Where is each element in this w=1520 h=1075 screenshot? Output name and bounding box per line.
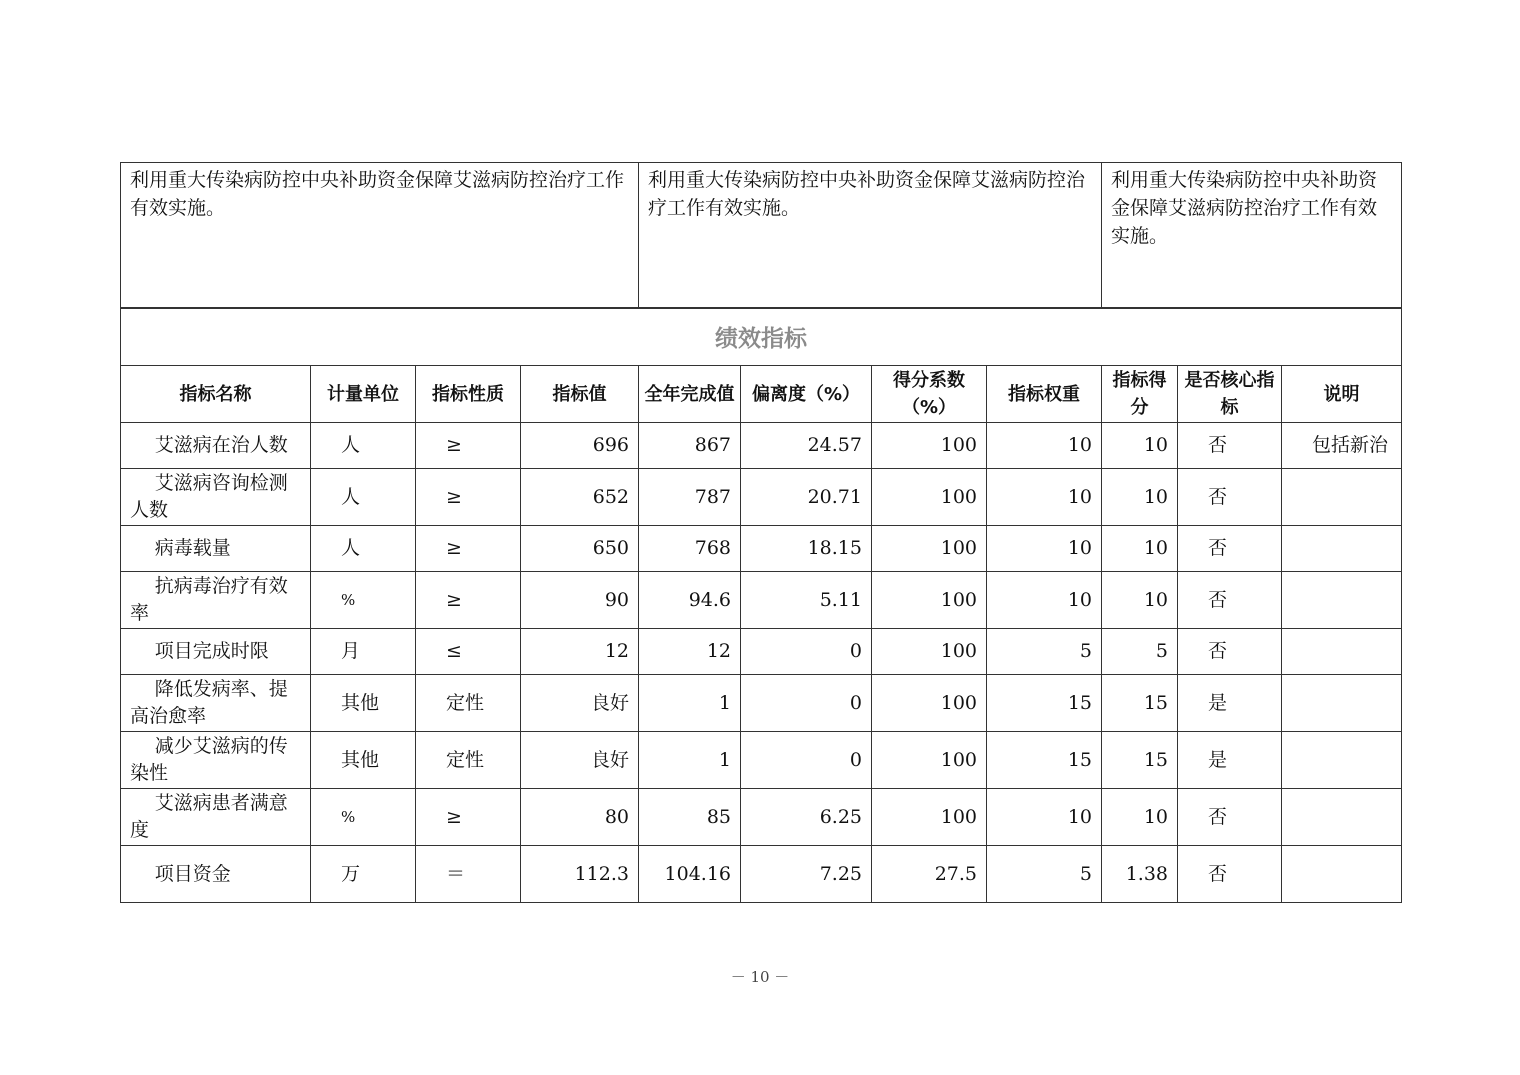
actual-value: 1	[639, 732, 741, 789]
unit-cell: %	[311, 572, 416, 629]
score-value: 15	[1102, 732, 1178, 789]
nature-cell: ≥	[416, 572, 521, 629]
coefficient-value: 100	[872, 675, 987, 732]
deviation-value: 7.25	[741, 846, 872, 903]
page-number: － 10 －	[730, 968, 790, 986]
table-row	[121, 732, 1402, 789]
coefficient-value: 100	[872, 423, 987, 469]
table-row	[121, 423, 1402, 469]
table-row	[121, 526, 1402, 572]
goal-cell-1: 利用重大传染病防控中央补助资金保障艾滋病防控治疗工作有效实施。	[121, 163, 639, 309]
header-deviation: 偏离度（%）	[741, 366, 872, 423]
target-value: 696	[521, 423, 639, 469]
deviation-value: 20.71	[741, 469, 872, 526]
coefficient-value: 100	[872, 526, 987, 572]
goal-table	[120, 162, 1402, 309]
score-value: 5	[1102, 629, 1178, 675]
actual-value: 768	[639, 526, 741, 572]
score-value: 10	[1102, 572, 1178, 629]
nature-cell: ≤	[416, 629, 521, 675]
deviation-value: 0	[741, 675, 872, 732]
table-row	[121, 469, 1402, 526]
weight-value: 5	[987, 629, 1102, 675]
table-row	[121, 789, 1402, 846]
actual-value: 787	[639, 469, 741, 526]
header-core: 是否核心指标	[1178, 366, 1282, 423]
header-nature: 指标性质	[416, 366, 521, 423]
nature-cell: ≥	[416, 469, 521, 526]
core-flag: 否	[1178, 526, 1282, 572]
header-note: 说明	[1282, 366, 1402, 423]
header-actual: 全年完成值	[639, 366, 741, 423]
unit-cell: 其他	[311, 675, 416, 732]
nature-cell: 定性	[416, 732, 521, 789]
table-row	[121, 846, 1402, 903]
actual-value: 104.16	[639, 846, 741, 903]
coefficient-value: 100	[872, 469, 987, 526]
header-coef: 得分系数（%）	[872, 366, 987, 423]
core-flag: 否	[1178, 629, 1282, 675]
target-value: 652	[521, 469, 639, 526]
unit-cell: 人	[311, 423, 416, 469]
header-name: 指标名称	[121, 366, 311, 423]
deviation-value: 5.11	[741, 572, 872, 629]
core-flag: 否	[1178, 789, 1282, 846]
indicator-name: 项目完成时限	[121, 629, 311, 675]
indicator-name: 项目资金	[121, 846, 311, 903]
deviation-value: 6.25	[741, 789, 872, 846]
actual-value: 867	[639, 423, 741, 469]
actual-value: 12	[639, 629, 741, 675]
actual-value: 85	[639, 789, 741, 846]
weight-value: 15	[987, 675, 1102, 732]
weight-value: 10	[987, 469, 1102, 526]
note-cell: 包括新治	[1282, 423, 1402, 469]
indicator-name: 降低发病率、提高治愈率	[121, 675, 311, 732]
weight-value: 10	[987, 572, 1102, 629]
score-value: 10	[1102, 526, 1178, 572]
score-value: 10	[1102, 423, 1178, 469]
table-row	[121, 629, 1402, 675]
goal-cell-2: 利用重大传染病防控中央补助资金保障艾滋病防控治疗工作有效实施。	[639, 163, 1102, 309]
note-cell	[1282, 469, 1402, 526]
target-value: 12	[521, 629, 639, 675]
indicator-name: 抗病毒治疗有效率	[121, 572, 311, 629]
deviation-value: 18.15	[741, 526, 872, 572]
score-value: 10	[1102, 789, 1178, 846]
target-value: 112.3	[521, 846, 639, 903]
actual-value: 1	[639, 675, 741, 732]
header-score: 指标得分	[1102, 366, 1178, 423]
indicator-name: 艾滋病咨询检测人数	[121, 469, 311, 526]
note-cell	[1282, 846, 1402, 903]
unit-cell: 万	[311, 846, 416, 903]
coefficient-value: 27.5	[872, 846, 987, 903]
nature-cell: ≥	[416, 526, 521, 572]
score-value: 1.38	[1102, 846, 1178, 903]
indicator-name: 艾滋病患者满意度	[121, 789, 311, 846]
goal-cell-3: 利用重大传染病防控中央补助资金保障艾滋病防控治疗工作有效实施。	[1102, 163, 1402, 309]
deviation-value: 0	[741, 629, 872, 675]
indicator-name: 艾滋病在治人数	[121, 423, 311, 469]
target-value: 80	[521, 789, 639, 846]
weight-value: 15	[987, 732, 1102, 789]
header-target: 指标值	[521, 366, 639, 423]
coefficient-value: 100	[872, 572, 987, 629]
nature-cell: 定性	[416, 675, 521, 732]
note-cell	[1282, 675, 1402, 732]
header-weight: 指标权重	[987, 366, 1102, 423]
indicator-name: 减少艾滋病的传染性	[121, 732, 311, 789]
target-value: 650	[521, 526, 639, 572]
nature-cell: ≥	[416, 423, 521, 469]
note-cell	[1282, 732, 1402, 789]
note-cell	[1282, 789, 1402, 846]
core-flag: 否	[1178, 572, 1282, 629]
unit-cell: 其他	[311, 732, 416, 789]
core-flag: 是	[1178, 732, 1282, 789]
weight-value: 10	[987, 526, 1102, 572]
header-row	[121, 366, 1402, 423]
core-flag: 否	[1178, 423, 1282, 469]
note-cell	[1282, 572, 1402, 629]
coefficient-value: 100	[872, 789, 987, 846]
indicator-name: 病毒载量	[121, 526, 311, 572]
deviation-value: 0	[741, 732, 872, 789]
target-value: 良好	[521, 732, 639, 789]
weight-value: 5	[987, 846, 1102, 903]
weight-value: 10	[987, 789, 1102, 846]
coefficient-value: 100	[872, 732, 987, 789]
unit-cell: %	[311, 789, 416, 846]
table-row	[121, 572, 1402, 629]
nature-cell: ＝	[416, 846, 521, 903]
nature-cell: ≥	[416, 789, 521, 846]
core-flag: 是	[1178, 675, 1282, 732]
target-value: 良好	[521, 675, 639, 732]
weight-value: 10	[987, 423, 1102, 469]
core-flag: 否	[1178, 469, 1282, 526]
header-unit: 计量单位	[311, 366, 416, 423]
note-cell	[1282, 526, 1402, 572]
note-cell	[1282, 629, 1402, 675]
core-flag: 否	[1178, 846, 1282, 903]
coefficient-value: 100	[872, 629, 987, 675]
score-value: 15	[1102, 675, 1178, 732]
performance-table	[120, 307, 1402, 903]
unit-cell: 月	[311, 629, 416, 675]
table-row	[121, 675, 1402, 732]
section-title: 绩效指标	[121, 308, 1402, 366]
target-value: 90	[521, 572, 639, 629]
unit-cell: 人	[311, 526, 416, 572]
actual-value: 94.6	[639, 572, 741, 629]
unit-cell: 人	[311, 469, 416, 526]
deviation-value: 24.57	[741, 423, 872, 469]
score-value: 10	[1102, 469, 1178, 526]
